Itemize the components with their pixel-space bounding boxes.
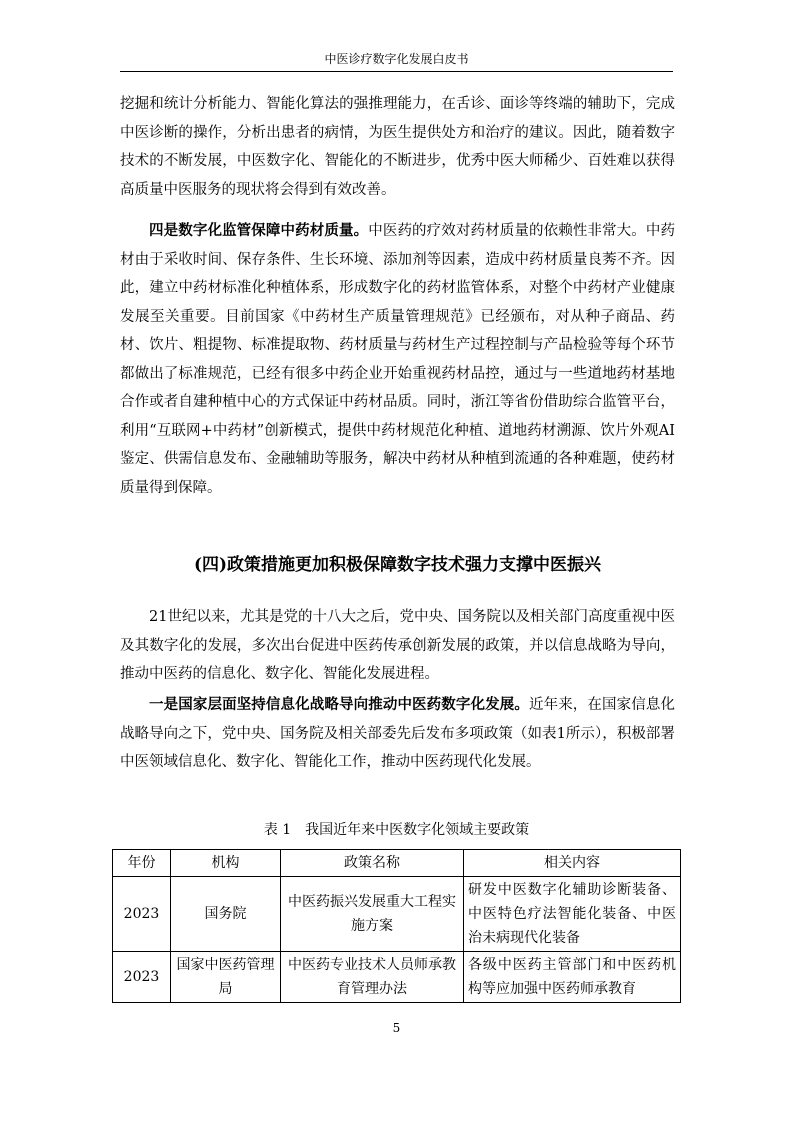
cell-content: 研发中医数字化辅助诊断装备、中医特色疗法智能化装备、中医治未病现代化装备: [464, 877, 681, 952]
running-header: 中医诊疗数字化发展白皮书: [324, 52, 469, 66]
paragraph-policy-intro: 21世纪以来，尤其是党的十八大之后，党中央、国务院以及相关部门高度重视中医及其数字化的发展，多次出台促进中医药传承创新发展的政策，并以信息战略为导向，推动中医药的信息化、数字化、智能化发展进程。: [120, 609, 675, 682]
paragraph-body-herb-quality: 中医药的疗效对药材质量的依赖性非常大。中药材由于采收时间、保存条件、生长环境、添加剂等因素，造成中药材质量良莠不齐。因此，建立中药材标准化种植体系，形成数字化的药材监管体系，对整个中药材产业健康发展至关重要。目前国家《中药材生产质量管理规范》已经颁布，对从种子商品、药材、饮片、粗提物、标准提取物、药材质量与药材生产过程控制与产品检验等每个环节都做出了标准规范，已经有很多中药企业开始重视药材品控，通过与一些道地药材基地合作或者自建种植中心的方式保证中药材品质。同时，浙江等省份借助综合监管平台，利用“互联网+中药材”创新模式，提供中药材规范化种植、道地药材溯源、饮片外观AI鉴定、供需信息发布、金融辅助等服务，解决中药材从种植到流通的各种难题，使药材质量得到保障。: [120, 223, 676, 496]
cell-policy-name: 中医药专业技术人员师承教育管理办法: [281, 952, 464, 1003]
section-heading-policy: (四)政策措施更加积极保障数字技术强力支撑中医振兴: [193, 555, 602, 575]
paragraph-lead-herb-quality: 四是数字化监管保障中药材质量。: [149, 222, 369, 239]
paragraph-lead-national-strategy: 一是国家层面坚持信息化战略导向推动中医药数字化发展。: [149, 696, 529, 713]
cell-org: 国务院: [171, 877, 281, 952]
paragraph-herb-quality: [120, 217, 675, 502]
cell-year: 2023: [113, 952, 171, 1003]
table-caption: 表 1 我国近年来中医数字化领域主要政策: [263, 822, 530, 838]
table-header-year: 年份: [113, 850, 171, 877]
table-header-policy-name: 政策名称: [281, 850, 464, 877]
table-header-row: [113, 850, 681, 877]
paragraph-national-strategy: [120, 691, 675, 777]
policy-table: [112, 849, 681, 1003]
header-rule: [120, 71, 673, 72]
table-row: [113, 877, 681, 952]
paragraph-body-national-strategy: 近年来，在国家信息化战略导向之下，党中央、国务院及相关部委先后发布多项政策（如表1所示），积极部署中医领域信息化、数字化、智能化工作，推动中医药现代化发展。: [120, 697, 675, 770]
page-number: 5: [392, 1021, 401, 1035]
paragraph-diagnosis-continuation: 挖掘和统计分析能力、智能化算法的强推理能力，在舌诊、面诊等终端的辅助下，完成中医诊断的操作，分析出患者的病情，为医生提供处方和治疗的建议。因此，随着数字技术的不断发展，中医数字化、智能化的不断进步，优秀中医大师稀少、百姓难以获得高质量中医服务的现状将会得到有效改善。: [120, 96, 675, 198]
cell-org: 国家中医药管理局: [171, 952, 281, 1003]
table-row: [113, 952, 681, 1003]
cell-policy-name: 中医药振兴发展重大工程实施方案: [281, 877, 464, 952]
cell-year: 2023: [113, 877, 171, 952]
table-header-org: 机构: [171, 850, 281, 877]
cell-content: 各级中医药主管部门和中医药机构等应加强中医药师承教育: [464, 952, 681, 1003]
table-header-content: 相关内容: [464, 850, 681, 877]
